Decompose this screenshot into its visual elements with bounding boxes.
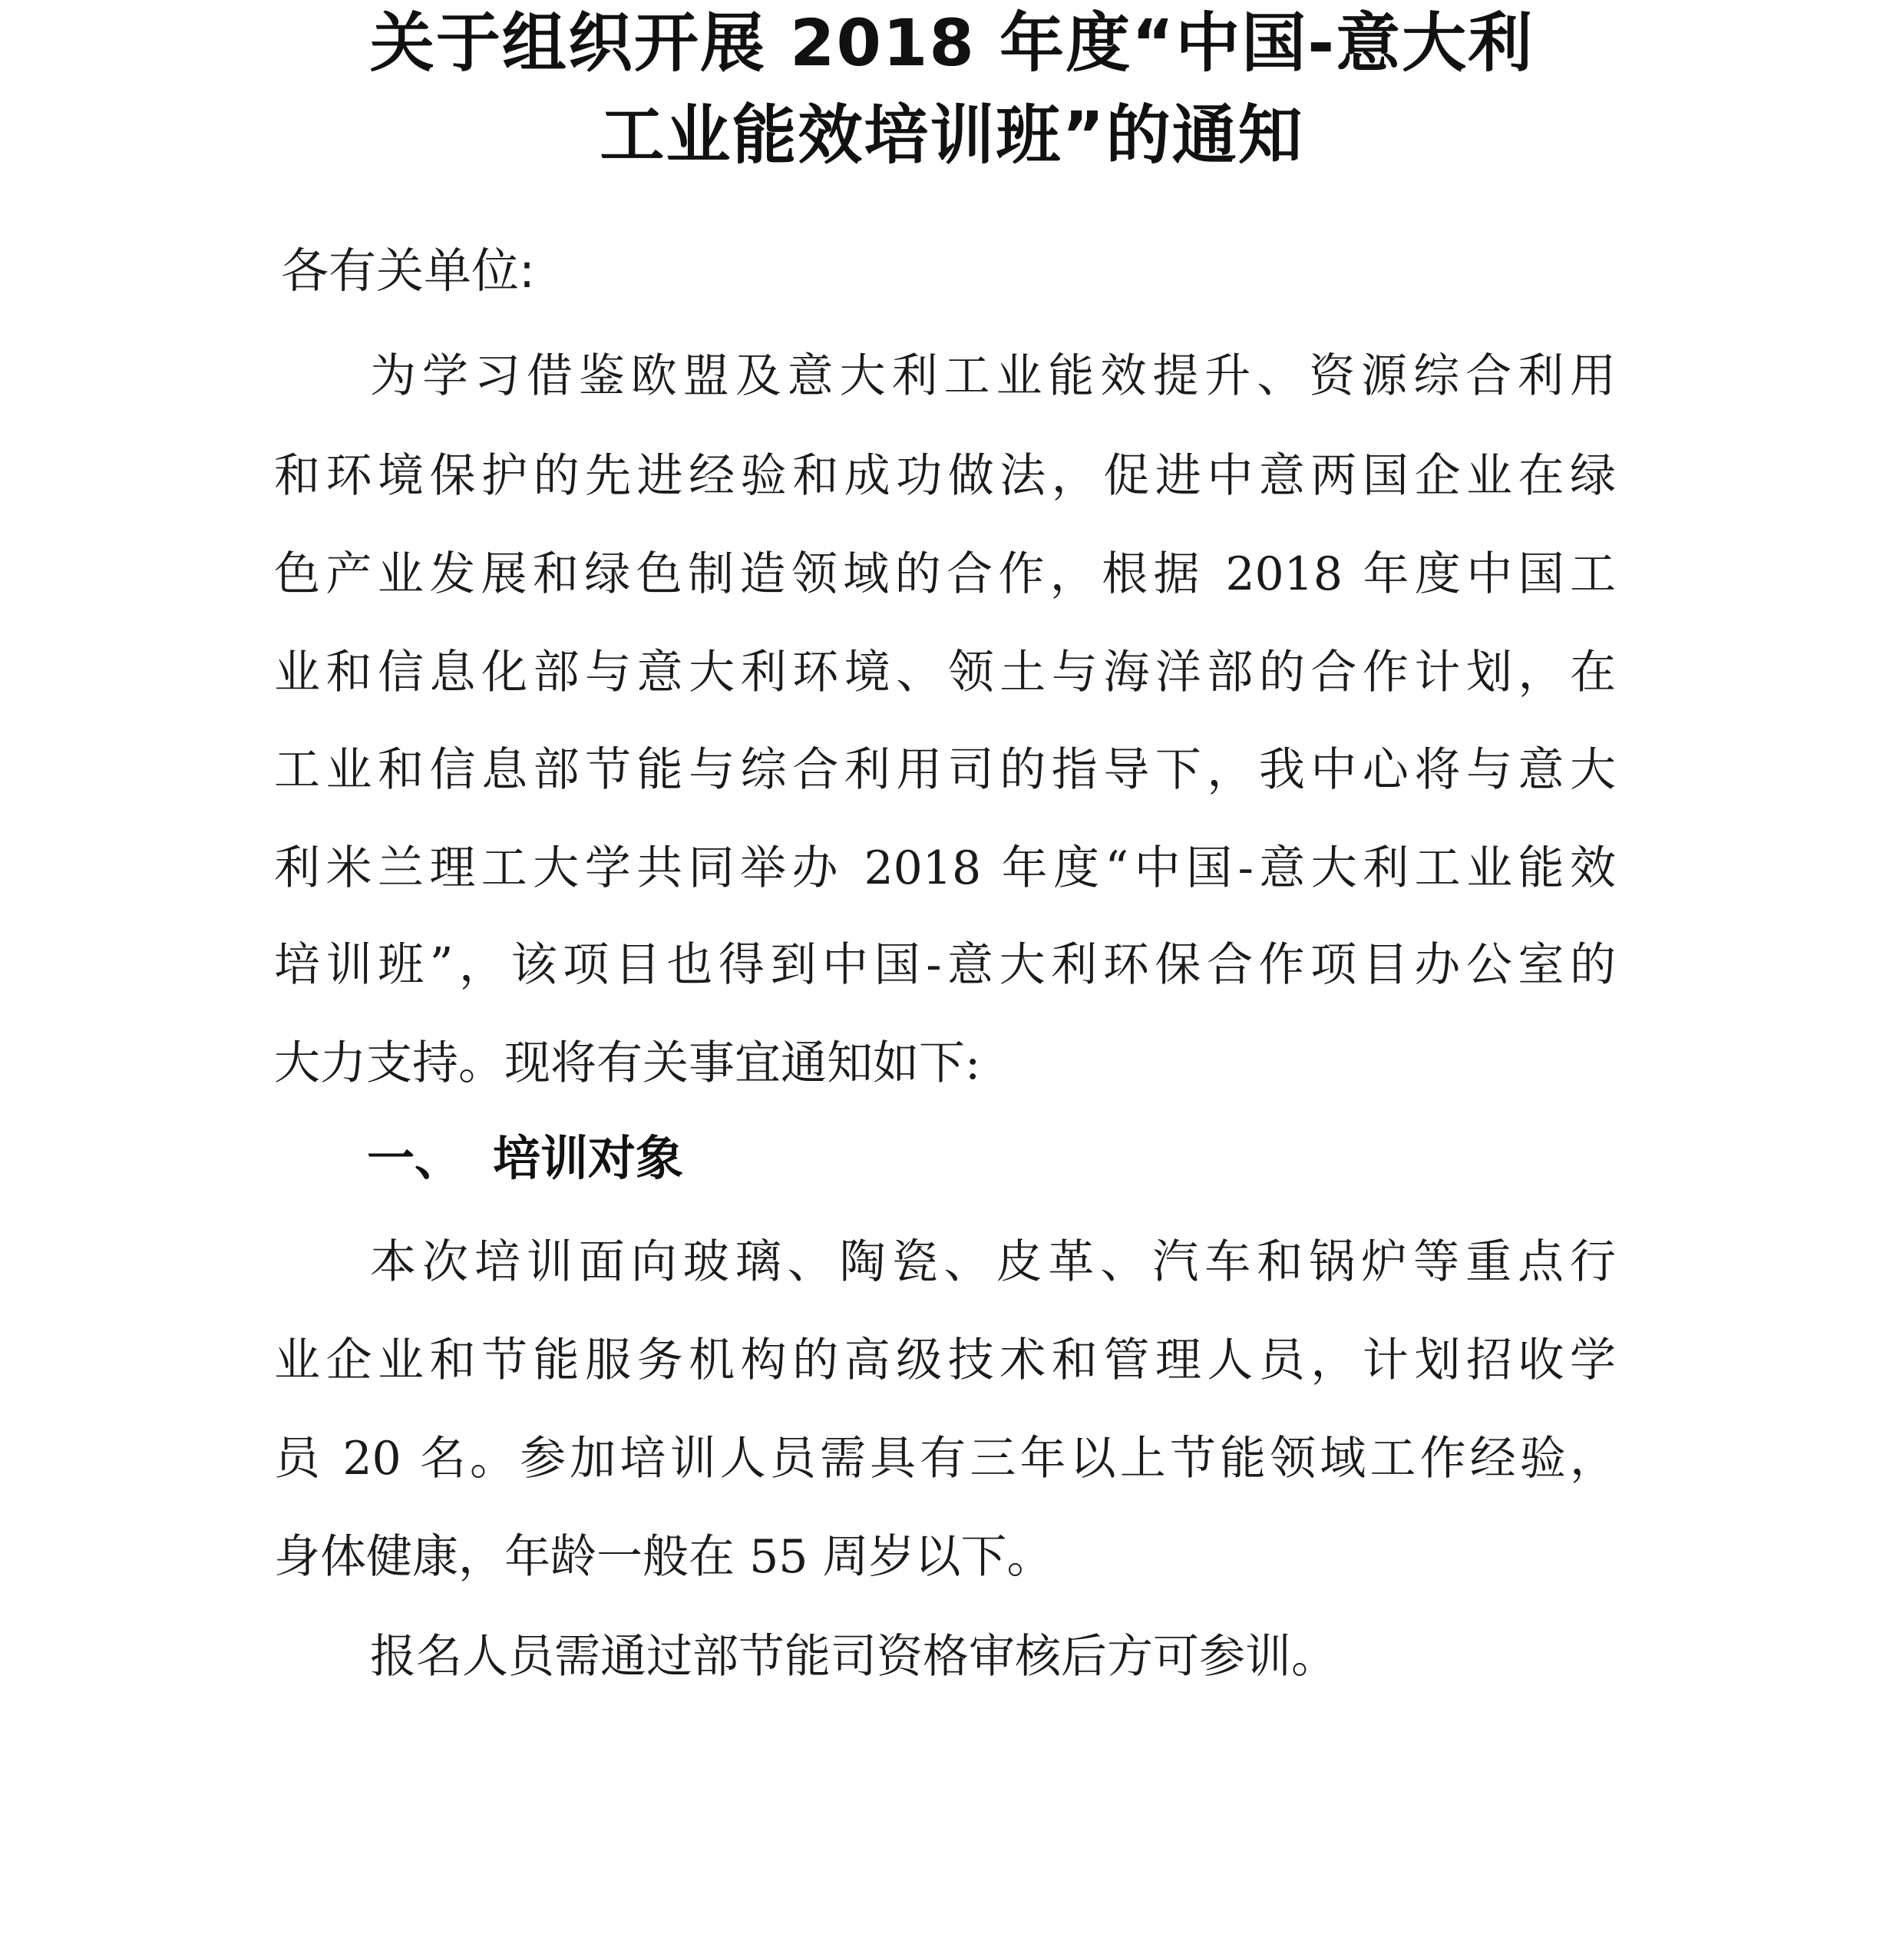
paragraph-3: 报名人员需通过部节能司资格审核后方可参训。 bbox=[370, 1630, 1337, 1684]
document-title-line-1: 关于组织开展 2018 年度“中国-意大利 bbox=[369, 5, 1535, 81]
paragraph-2-line: 身体健康，年龄一般在 55 周岁以下。 bbox=[274, 1530, 1053, 1584]
paragraph-1-line: 大力支持。现将有关事宜通知如下: bbox=[274, 1036, 981, 1090]
paragraph-1-line: 色产业发展和绿色制造领域的合作，根据 2018 年度中国工 bbox=[274, 547, 1616, 601]
paragraph-2-line: 员 20 名。参加培训人员需具有三年以上节能领域工作经验， bbox=[274, 1432, 1616, 1486]
salutation: 各有关单位: bbox=[281, 243, 535, 299]
paragraph-1-line: 培训班”，该项目也得到中国-意大利环保合作项目办公室的 bbox=[274, 938, 1616, 992]
paragraph-1-line: 利米兰理工大学共同举办 2018 年度“中国-意大利工业能效 bbox=[274, 841, 1616, 895]
section-number: 一、 bbox=[367, 1130, 463, 1186]
paragraph-2-line: 业企业和节能服务机构的高级技术和管理人员，计划招收学 bbox=[274, 1334, 1616, 1387]
paragraph-1-line: 和环境保护的先进经验和成功做法，促进中意两国企业在绿 bbox=[274, 449, 1616, 503]
document-title-line-2: 工业能效培训班”的通知 bbox=[600, 98, 1304, 173]
section-title: 培训对象 bbox=[493, 1130, 684, 1186]
paragraph-1-line: 业和信息化部与意大利环境、领土与海洋部的合作计划，在 bbox=[274, 646, 1616, 699]
paragraph-1-line: 为学习借鉴欧盟及意大利工业能效提升、资源综合利用 bbox=[370, 349, 1616, 403]
section-heading bbox=[367, 1130, 684, 1186]
paragraph-2-line: 本次培训面向玻璃、陶瓷、皮革、汽车和锅炉等重点行 bbox=[370, 1235, 1616, 1289]
paragraph-1-line: 工业和信息部节能与综合利用司的指导下，我中心将与意大 bbox=[274, 743, 1616, 797]
